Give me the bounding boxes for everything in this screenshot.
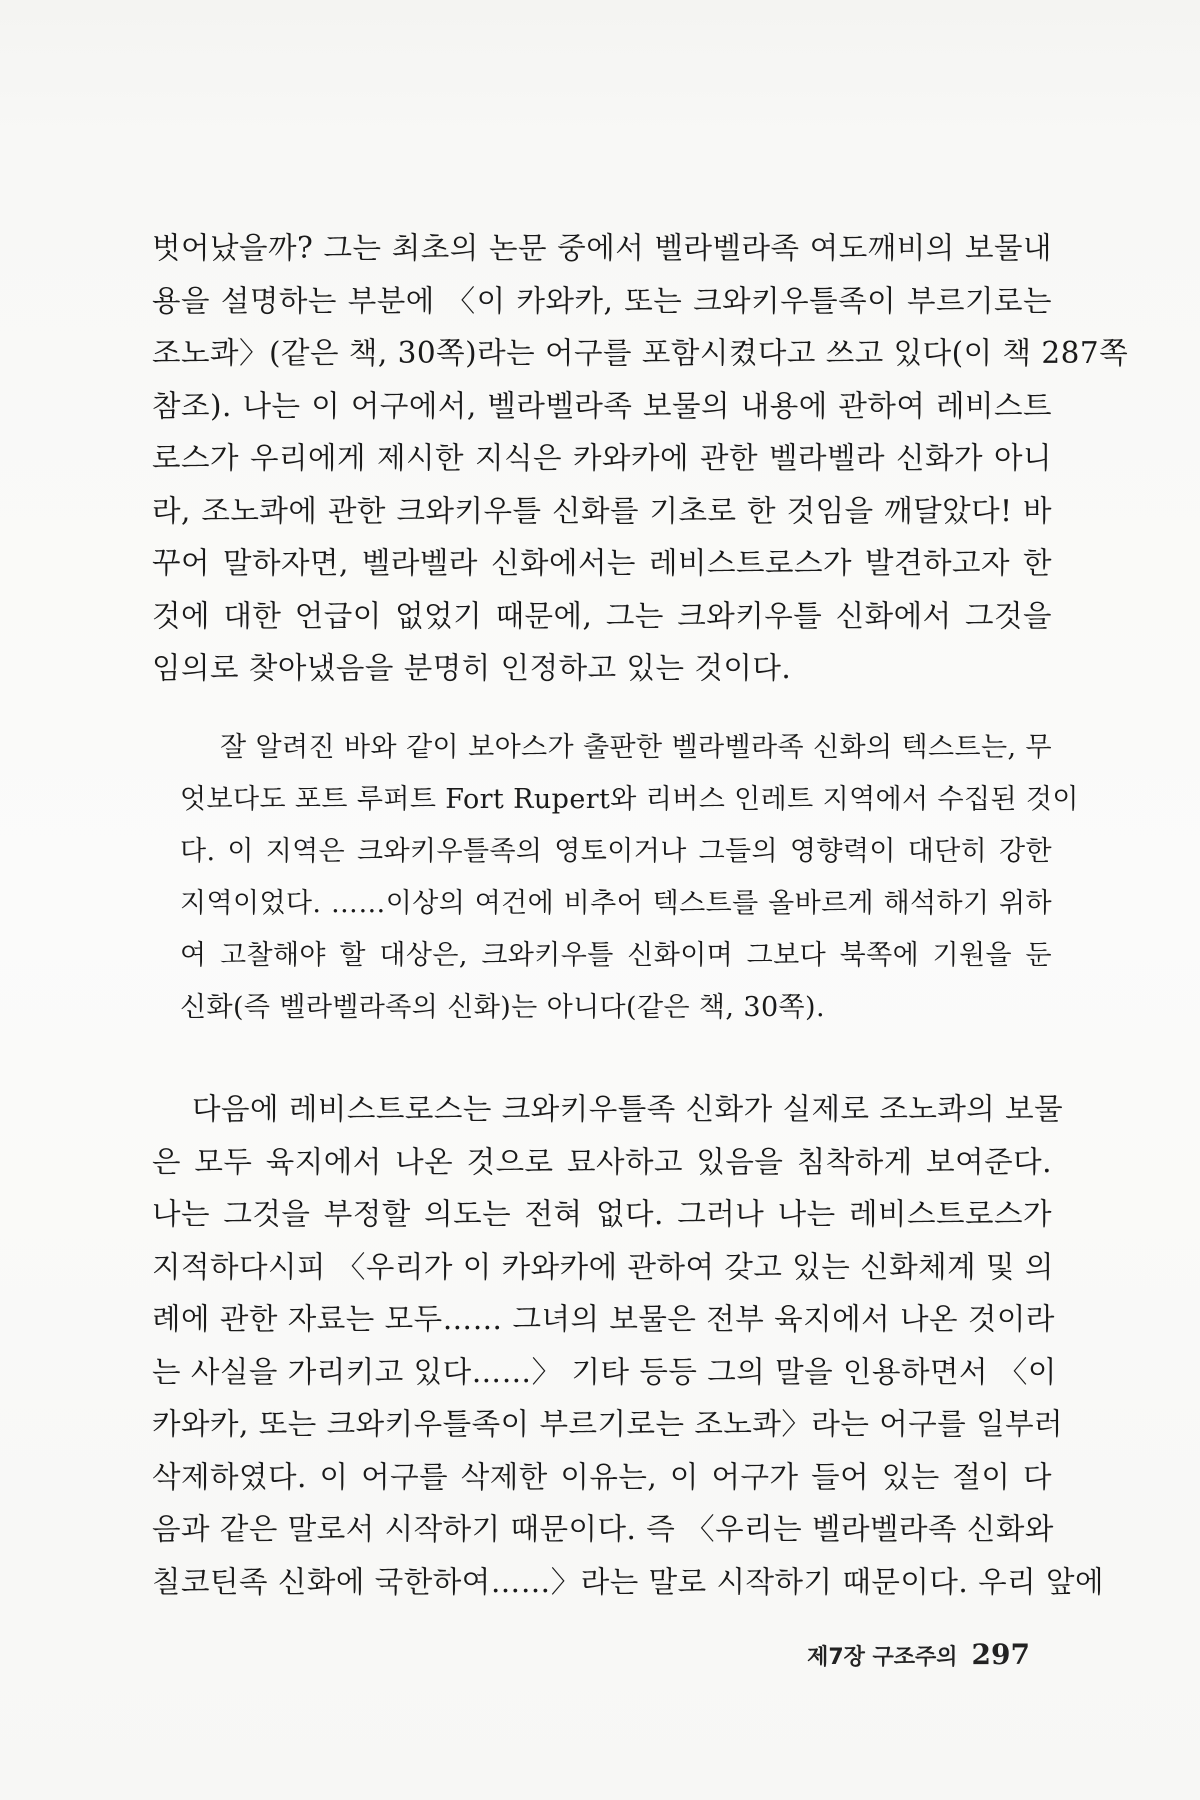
quote-line: 엇보다도 포트 루퍼트 Fort Rupert와 리버스 인레트 지역에서 수집된 것이	[180, 784, 1079, 815]
block-quote	[180, 722, 1079, 1034]
text-line: 례에 관한 자료는 모두…… 그녀의 보물은 전부 육지에서 나온 것이라	[152, 1302, 1055, 1336]
quote-line: 잘 알려진 바와 같이 보아스가 출판한 벨라벨라족 신화의 텍스트는, 무	[220, 732, 1052, 763]
body-paragraph-1	[152, 222, 1129, 695]
text-line: 라, 조노콰에 관한 크와키우틀 신화를 기초로 한 것임을 깨달았다! 바	[152, 493, 1052, 528]
text-line: 음과 같은 말로서 시작하기 때문이다. 즉 〈우리는 벨라벨라족 신화와	[152, 1512, 1054, 1546]
quote-line: 다. 이 지역은 크와키우틀족의 영토이거나 그들의 영향력이 대단히 강한	[180, 836, 1052, 867]
text-line: 벗어났을까? 그는 최초의 논문 중에서 벨라벨라족 여도깨비의 보물내	[152, 231, 1052, 265]
text-line: 다음에 레비스트로스는 크와키우틀족 신화가 실제로 조노콰의 보물	[192, 1092, 1064, 1126]
text-line: 로스가 우리에게 제시한 지식은 카와카에 관한 벨라벨라 신화가 아니	[152, 441, 1052, 475]
text-line: 임의로 찾아냈음을 분명히 인정하고 있는 것이다.	[152, 651, 792, 685]
quote-line: 신화(즉 벨라벨라족의 신화)는 아니다(같은 책, 30쪽).	[180, 992, 825, 1023]
page-footer	[807, 1638, 1030, 1671]
text-line: 꾸어 말하자면, 벨라벨라 신화에서는 레비스트로스가 발견하고자 한	[152, 546, 1052, 580]
text-line: 나는 그것을 부정할 의도는 전혀 없다. 그러나 나는 레비스트로스가	[152, 1197, 1052, 1231]
page-number: 297	[971, 1638, 1030, 1671]
text-line: 칠코틴족 신화에 국한하여……〉라는 말로 시작하기 때문이다. 우리 앞에	[152, 1564, 1104, 1599]
text-line: 카와카, 또는 크와키우틀족이 부르기로는 조노콰〉라는 어구를 일부러	[152, 1407, 1064, 1441]
body-paragraph-2	[152, 1083, 1104, 1608]
text-line: 참조). 나는 이 어구에서, 벨라벨라족 보물의 내용에 관하여 레비스트	[152, 388, 1052, 423]
text-line: 삭제하였다. 이 어구를 삭제한 이유는, 이 어구가 들어 있는 절이 다	[152, 1459, 1052, 1494]
chapter-title: 제7장 구조주의	[807, 1645, 958, 1670]
text-line: 것에 대한 언급이 없었기 때문에, 그는 크와키우틀 신화에서 그것을	[152, 598, 1052, 633]
text-line: 조노콰〉(같은 책, 30쪽)라는 어구를 포함시켰다고 쓰고 있다(이 책 287쪽	[152, 336, 1129, 370]
quote-line: 지역이었다. ……이상의 여건에 비추어 텍스트를 올바르게 해석하기 위하	[180, 888, 1052, 919]
text-line: 용을 설명하는 부분에 〈이 카와카, 또는 크와키우틀족이 부르기로는	[152, 283, 1052, 318]
text-line: 은 모두 육지에서 나온 것으로 묘사하고 있음을 침착하게 보여준다.	[152, 1144, 1052, 1179]
quote-line: 여 고찰해야 할 대상은, 크와키우틀 신화이며 그보다 북쪽에 기원을 둔	[180, 940, 1052, 971]
text-line: 는 사실을 가리키고 있다……〉 기타 등등 그의 말을 인용하면서 〈이	[152, 1354, 1057, 1389]
text-line: 지적하다시피 〈우리가 이 카와카에 관하여 갖고 있는 신화체계 및 의	[152, 1249, 1054, 1284]
